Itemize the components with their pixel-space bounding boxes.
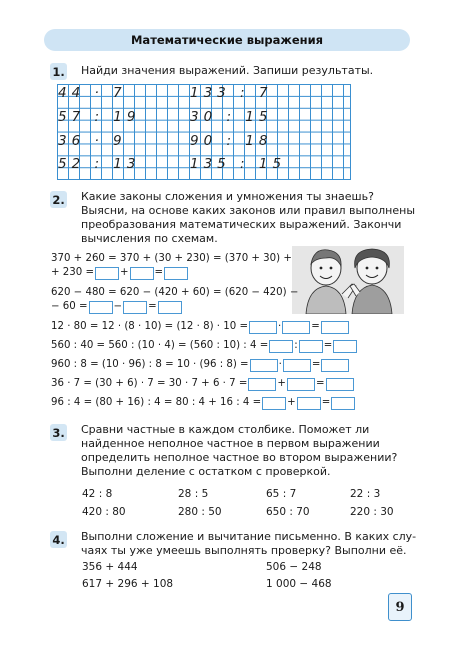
grid-entry: 52 : 13: [58, 156, 141, 172]
expr-7: 96 : 4 = (80 + 16) : 4 = 80 : 4 + 16 : 4 = + =: [51, 396, 356, 410]
answer-box[interactable]: [321, 359, 349, 372]
task-3-number: 3.: [50, 424, 67, 441]
division-expr: 280 : 50: [178, 506, 222, 518]
expr-1b: + 230 = + =: [51, 266, 189, 280]
answer-box[interactable]: [164, 267, 188, 280]
grid-entry: 36 · 9: [58, 133, 127, 149]
answer-box[interactable]: [331, 397, 355, 410]
children-illustration: [292, 246, 404, 314]
task-4-number: 4.: [50, 531, 67, 548]
answer-box[interactable]: [123, 301, 147, 314]
task-4-text: Выполни сложение и вычитание письменно. В каких слу- чаях ты уже умеешь выполнять проверку? Выполни её.: [81, 530, 417, 557]
answer-box[interactable]: [250, 359, 278, 372]
expr-6: 36 · 7 = (30 + 6) · 7 = 30 · 7 + 6 · 7 = + =: [51, 377, 355, 391]
arithmetic-expr: 356 + 444: [82, 561, 138, 573]
task-1-number: 1.: [50, 63, 67, 80]
division-expr: 28 : 5: [178, 488, 209, 500]
expr-3: 12 · 80 = 12 · (8 · 10) = (12 · 8) · 10 = · =: [51, 320, 350, 334]
grid-entry: 133 : 7: [190, 85, 273, 101]
page-number: 9: [388, 593, 412, 621]
answer-box[interactable]: [262, 397, 286, 410]
expr-2a: 620 − 480 = 620 − (420 + 60) = (620 − 420) −: [51, 287, 299, 298]
answer-box[interactable]: [248, 378, 276, 391]
section-title-bar: [44, 29, 410, 51]
answer-box[interactable]: [297, 397, 321, 410]
answer-box[interactable]: [326, 378, 354, 391]
answer-box[interactable]: [158, 301, 182, 314]
division-expr: 420 : 80: [82, 506, 126, 518]
expr-2b: − 60 = − =: [51, 300, 183, 314]
task-2-number: 2.: [50, 191, 67, 208]
answer-box[interactable]: [333, 340, 357, 353]
grid-entry: 30 : 15: [190, 109, 273, 125]
grid-entry: 135 : 15: [190, 156, 287, 172]
arithmetic-expr: 1 000 − 468: [266, 578, 332, 590]
task-2-text: Какие законы сложения и умножения ты знаешь? Выясни, на основе каких законов или правил выполнены преобразования математических выражений. Закончи вычисления по схемам.: [81, 190, 416, 245]
answer-box[interactable]: [130, 267, 154, 280]
answer-box[interactable]: [287, 378, 315, 391]
answer-box[interactable]: [282, 321, 310, 334]
grid-entry: 44 · 7: [58, 85, 127, 101]
expr-4: 560 : 40 = 560 : (10 · 4) = (560 : 10) : 4 = : =: [51, 339, 358, 353]
arithmetic-expr: 506 − 248: [266, 561, 322, 573]
answer-box[interactable]: [321, 321, 349, 334]
grid-entry: 90 : 18: [190, 133, 273, 149]
answer-box[interactable]: [283, 359, 311, 372]
answer-box[interactable]: [299, 340, 323, 353]
division-expr: 220 : 30: [350, 506, 394, 518]
division-expr: 650 : 70: [266, 506, 310, 518]
expr-5: 960 : 8 = (10 · 96) : 8 = 10 · (96 : 8) = · =: [51, 358, 350, 372]
answer-box[interactable]: [89, 301, 113, 314]
answer-box[interactable]: [249, 321, 277, 334]
answer-box[interactable]: [95, 267, 119, 280]
division-expr: 42 : 8: [82, 488, 113, 500]
task-1-text: Найди значения выражений. Запиши результаты.: [81, 64, 374, 77]
arithmetic-expr: 617 + 296 + 108: [82, 578, 174, 590]
division-expr: 22 : 3: [350, 488, 381, 500]
grid-entry: 57 : 19: [58, 109, 141, 125]
expr-1a: 370 + 260 = 370 + (30 + 230) = (370 + 30) +: [51, 253, 292, 264]
task-3-text: Сравни частные в каждом столбике. Поможет ли найденное неполное частное в первом выражении определить неполное частное во втором выражении? Выполни деление с остатком с проверкой.: [81, 423, 398, 478]
division-expr: 65 : 7: [266, 488, 297, 500]
answer-box[interactable]: [269, 340, 293, 353]
page-title: Математические выражения: [130, 33, 324, 47]
